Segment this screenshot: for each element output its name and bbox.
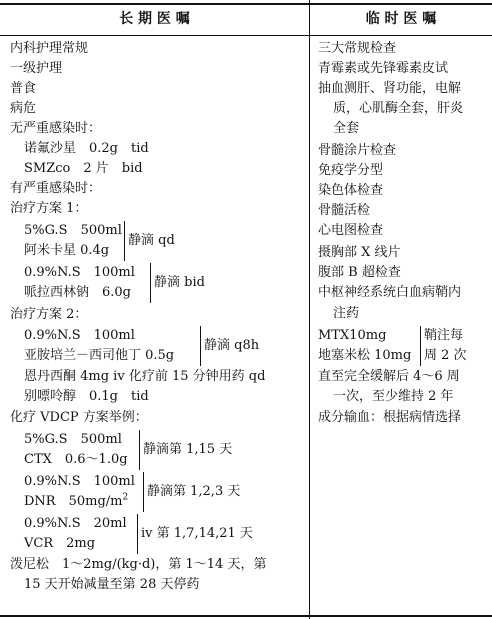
column-divider bbox=[309, 0, 310, 619]
header-rule bbox=[0, 35, 492, 36]
group-brace bbox=[200, 326, 201, 366]
order-line: 青霉素或先锋霉素皮试 bbox=[318, 61, 449, 76]
drug-line: 0.9%N.S 20ml bbox=[24, 516, 127, 531]
group-brace bbox=[150, 263, 151, 303]
superscript: 2 bbox=[122, 492, 129, 503]
drug-line: 地塞米松 10mg bbox=[318, 348, 412, 363]
drug-name: DNR 50mg/m bbox=[24, 494, 123, 509]
order-line: 成分输血：根据病情选择 bbox=[318, 410, 462, 425]
drug-line: 0.9%N.S 100ml bbox=[24, 474, 135, 489]
order-line: 质，心肌酶全套，肝炎 bbox=[333, 101, 464, 116]
order-line: 15 天开始减量至第 28 天停药 bbox=[24, 577, 200, 592]
order-line: 一次，至少维持 2 年 bbox=[333, 389, 454, 404]
drug-line: 0.9%N.S 100ml bbox=[24, 265, 135, 280]
route-label: 静滴第 1,2,3 天 bbox=[147, 484, 241, 499]
drug-line: 5%G.S 500ml bbox=[24, 432, 122, 447]
order-line: 全套 bbox=[333, 121, 360, 136]
order-line: 病危 bbox=[10, 101, 37, 116]
order-line: 骨髓涂片检查 bbox=[318, 143, 397, 158]
order-line: 骨髓活检 bbox=[318, 203, 371, 218]
order-line: 别嘌呤醇 0.1g tid bbox=[24, 389, 149, 404]
temporary-orders-header: 临 时 医 嘱 bbox=[365, 11, 437, 27]
drug-line: 亚胺培兰－西司他丁 0.5g bbox=[24, 348, 175, 363]
route-label: iv 第 1,7,14,21 天 bbox=[141, 526, 253, 541]
order-line: 化疗 VDCP 方案举例： bbox=[10, 410, 148, 425]
order-line: 普食 bbox=[10, 81, 37, 96]
order-line: 诺氟沙星 0.2g tid bbox=[24, 141, 149, 156]
group-brace bbox=[137, 514, 138, 554]
order-line: 直至完全缓解后 4～6 周 bbox=[318, 369, 460, 384]
route-label: 静滴第 1,15 天 bbox=[143, 442, 233, 457]
order-line: 腹部 B 超检查 bbox=[318, 265, 401, 280]
order-line: 免疫学分型 bbox=[318, 163, 384, 178]
order-line: 三大常规检查 bbox=[318, 41, 397, 56]
group-brace bbox=[124, 221, 125, 261]
drug-line bbox=[24, 493, 128, 511]
route-label: 周 2 次 bbox=[424, 348, 467, 363]
order-line: 恩丹西酮 4mg iv 化疗前 15 分钟用药 qd bbox=[24, 369, 266, 384]
route-label: 静滴 qd bbox=[128, 233, 175, 248]
order-line: 有严重感染时： bbox=[10, 181, 102, 196]
order-line: 抽血测肝、肾功能，电解 bbox=[318, 81, 462, 96]
order-line: 注药 bbox=[333, 306, 360, 321]
drug-line: 阿米卡星 0.4g bbox=[24, 243, 110, 258]
route-label: 鞘注每 bbox=[424, 328, 464, 343]
drug-line: VCR 2mg bbox=[24, 536, 96, 551]
order-line: 一级护理 bbox=[10, 61, 63, 76]
order-line: 染色体检查 bbox=[318, 183, 384, 198]
route-label: 静滴 q8h bbox=[204, 338, 260, 353]
drug-line: MTX10mg bbox=[318, 328, 387, 343]
drug-line: 0.9%N.S 100ml bbox=[24, 328, 135, 343]
route-label: 静滴 bid bbox=[154, 275, 205, 290]
order-line: SMZco 2 片 bid bbox=[24, 161, 143, 176]
group-brace bbox=[420, 326, 421, 366]
order-line: 治疗方案 1： bbox=[10, 201, 88, 216]
order-line: 中枢神经系统白血病鞘内 bbox=[318, 285, 462, 300]
drug-line: 5%G.S 500ml bbox=[24, 223, 122, 238]
table-bottom-rule bbox=[0, 615, 492, 617]
order-line: 无严重感染时： bbox=[10, 121, 102, 136]
group-brace bbox=[139, 430, 140, 470]
group-brace bbox=[143, 472, 144, 512]
long-term-orders-header: 长 期 医 嘱 bbox=[119, 11, 190, 27]
drug-line: 哌拉西林钠 6.0g bbox=[24, 285, 131, 300]
order-line: 内科护理常规 bbox=[10, 41, 89, 56]
order-line: 泼尼松 1～2mg/(kg·d)，第 1～14 天，第 bbox=[10, 557, 267, 572]
order-line: 摄胸部 X 线片 bbox=[318, 245, 401, 260]
drug-line: CTX 0.6～1.0g bbox=[24, 452, 128, 467]
order-line: 心电图检查 bbox=[318, 223, 384, 238]
order-line: 治疗方案 2： bbox=[10, 307, 88, 322]
